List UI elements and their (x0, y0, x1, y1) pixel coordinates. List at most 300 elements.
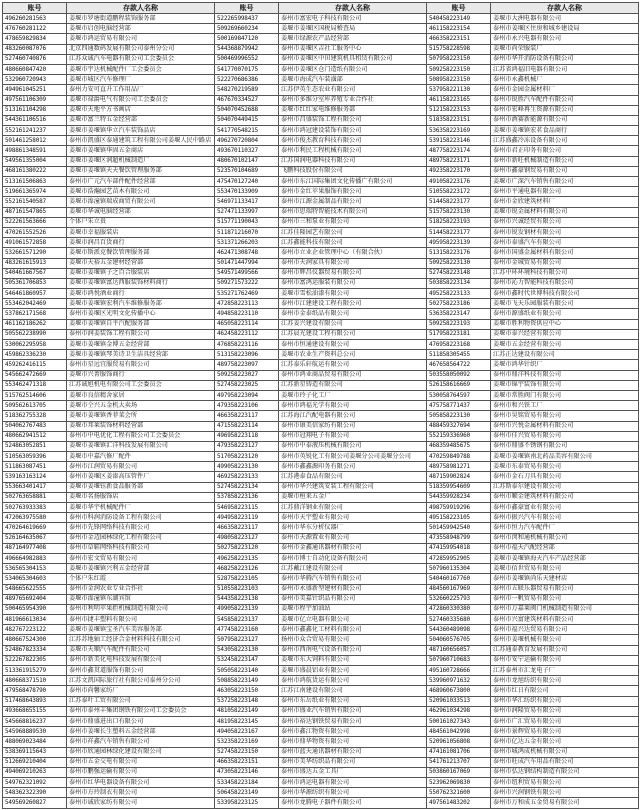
table-row (3, 696, 639, 706)
depositor-name-cell: 姜堰市绿源农产品经营部 (279, 34, 427, 44)
account-number-cell: 509269660234 (215, 24, 279, 34)
depositor-name-cell: 泰州市金鑫通讯器材有限公司 (279, 543, 427, 553)
account-number-cell: 475758771437 (427, 401, 491, 411)
depositor-name-cell: 泰州市东江国际集团文化传播广有限公司 (279, 177, 427, 187)
table-row (3, 431, 639, 441)
account-number-cell: 513158223176 (427, 248, 491, 258)
depositor-name-cell: 姜堰市姜堰镇天天餐饮管理服务部 (67, 166, 215, 176)
depositor-name-cell: 泰州市鼎盛不锈钢有限公司 (491, 441, 639, 451)
account-number-cell: 500161027343 (427, 716, 491, 726)
account-number-cell: 465058223114 (215, 319, 279, 329)
account-number-cell: 544358223138 (215, 594, 279, 604)
depositor-name-cell: 泰州市和兴铁工厂 (491, 401, 639, 411)
depositor-name-cell: 泰州市沁力智能科技有限公司 (491, 278, 639, 288)
depositor-name-cell: 泰州市鑫时代世博科技有限公司 (491, 289, 639, 299)
account-number-cell: 472860330380 (427, 604, 491, 614)
depositor-name-cell: 姜堰市仝兴五金机大卖场 (67, 401, 215, 411)
account-number-cell: 473058223146 (215, 767, 279, 777)
table-row (3, 207, 639, 217)
table-row (3, 360, 639, 370)
account-number-cell: 528758223105 (215, 574, 279, 584)
table-row (3, 44, 639, 54)
table-row (3, 299, 639, 309)
depositor-name-cell: 泰州市鑫鑫源印务有限公司 (279, 462, 427, 472)
depositor-name-cell: 泰州市闵和通机械有限公司 (491, 533, 639, 543)
depositor-name-cell: 江苏新星铸造有限公司 (279, 380, 427, 390)
table-row (3, 14, 639, 24)
depositor-name-cell: 泰州市富宏电子科技有限公司 (279, 14, 427, 24)
table-row (3, 472, 639, 482)
depositor-name-cell: 江苏通泰教育发展有限公司 (491, 645, 639, 655)
depositor-name-cell: 姜堰市斯派克餐饮管理服务部 (67, 248, 215, 258)
account-number-cell: 526164635067 (3, 533, 67, 543)
account-number-cell: 541770070175 (215, 64, 279, 74)
account-number-cell: 552161540587 (3, 197, 67, 207)
depositor-name-cell: 江苏泰叶工贸有限公司 (67, 696, 215, 706)
account-number-cell: 501471447994 (215, 258, 279, 268)
table-row (3, 115, 639, 125)
depositor-name-cell: 姜堰市禄爵电气有限公司工会委员会 (67, 95, 215, 105)
table-row (3, 635, 639, 645)
depositor-name-cell: 姜堰市尚荣服装厂 (491, 44, 639, 54)
account-number-cell: 550762321600 (427, 788, 491, 798)
depositor-name-cell: 姜堰市溱潼镇瑞成商贸有限公司 (67, 197, 215, 207)
account-number-cell: 468359485675 (427, 441, 491, 451)
depositor-name-cell: 泰州市姜堰长生塑料五金经营部 (67, 727, 215, 737)
account-number-cell: 526158616669 (427, 380, 491, 390)
account-number-cell: 505562238990 (3, 329, 67, 339)
account-number-cell: 519661365974 (3, 187, 67, 197)
depositor-name-cell: 姜堰市海成汽车装潢部 (279, 75, 427, 85)
depositor-name-cell: 江苏姜兴建设有限公司 (279, 319, 427, 329)
account-number-cell: 487164977408 (3, 543, 67, 553)
account-number-cell: 466358223151 (427, 34, 491, 44)
depositor-name-cell: 泰州市金城贸易有限公司 (491, 258, 639, 268)
depositor-name-cell: 泰州市顺金建筑材料有限公司 (491, 492, 639, 502)
depositor-name-cell: 姜堰市姜堰镇华固五金商店 (67, 146, 215, 156)
depositor-name-cell: 泰州市博士自动化设备有限公司 (279, 553, 427, 563)
account-number-cell: 553663401417 (3, 482, 67, 492)
depositor-name-cell: 泰州市江润贸易有限公司 (67, 462, 215, 472)
account-number-cell: 523570104689 (215, 166, 279, 176)
account-number-cell: 553462042469 (3, 299, 67, 309)
depositor-name-cell: 泰州市城鸿成机械有限公司 (491, 747, 639, 757)
header-account-3: 账号 (427, 3, 491, 14)
depositor-name-cell: 泰州市泰盛汽车有限公司 (491, 238, 639, 248)
depositor-name-cell: 姜堰市溱潼镇东湖宾馆 (67, 594, 215, 604)
account-number-cell: 520961033513 (427, 696, 491, 706)
depositor-name-cell: 江苏海江汽配电器有限公司 (279, 411, 427, 421)
depositor-name-cell: 泰州市安宁运输有限公司 (491, 655, 639, 665)
account-number-cell: 505058223140 (215, 666, 279, 676)
table-row (3, 278, 639, 288)
table-row (3, 166, 639, 176)
account-number-cell: 505361706853 (3, 278, 67, 288)
depositor-name-cell: 泰州市金泰纸品有限公司 (279, 309, 427, 319)
depositor-name-cell: 姜堰市名扬服饰店 (67, 492, 215, 502)
depositor-name-cell: 江苏省鸿福旧电器有限公司 (491, 64, 639, 74)
account-number-cell: 501461258012 (3, 136, 67, 146)
depositor-name-cell: 泰州市兴悦金属材料有限公司 (491, 421, 639, 431)
account-number-cell: 509258223150 (427, 64, 491, 74)
depositor-name-cell: 江苏鼎洋钢业有限公司 (279, 503, 427, 513)
account-number-cell: 489758223171 (427, 156, 491, 166)
account-number-cell: 491058223176 (427, 177, 491, 187)
depositor-name-cell: 姜堰市浩瀚园艺苗木有限公司 (67, 187, 215, 197)
depositor-name-cell: 江苏文凯国际旅行社有限公司泰州分公司 (67, 676, 215, 686)
table-row (3, 411, 639, 421)
depositor-name-cell: 姜堰市亿立电器有限公司 (279, 615, 427, 625)
account-number-cell: 488069023484 (3, 737, 67, 747)
depositor-name-cell: 泰州市福兴达贸易有限公司 (491, 625, 639, 635)
account-number-cell: 503858223134 (427, 278, 491, 288)
account-number-cell: 494958223119 (215, 513, 279, 523)
depositor-name-cell: 泰州市兴富建筑材料有限公司 (491, 615, 639, 625)
account-number-cell: 491061572858 (3, 238, 67, 248)
depositor-name-cell: 泰州力安可直升工作用品厂 (67, 85, 215, 95)
table-row (3, 309, 639, 319)
depositor-name-cell: 泰州市三和泵业有限公司 (279, 217, 427, 227)
depositor-name-cell: 姜堰市广深汽车销售有限公司 (491, 177, 639, 187)
depositor-name-cell: 姜堰市富兰特五金经营部 (67, 115, 215, 125)
account-number-cell: 500169847120 (215, 34, 279, 44)
depositor-name-cell: 泰州市姜堰区姜溱高压管件厂 (67, 472, 215, 482)
depositor-name-cell: 泰州市鑫江物资有限公司 (279, 727, 427, 737)
account-number-cell: 466358223117 (215, 411, 279, 421)
account-number-cell: 494858223110 (215, 309, 279, 319)
account-number-cell: 544359928234 (427, 492, 491, 502)
account-number-cell: 537958221130 (427, 85, 491, 95)
depositor-name-cell: 姜堰市盛晨铝业有限公司 (279, 666, 427, 676)
account-number-cell: 507960135304 (427, 564, 491, 574)
account-number-cell: 476958223168 (427, 340, 491, 350)
depositor-name-cell: 姜堰市姜堰镇香菲菜会所 (67, 411, 215, 421)
account-number-cell: 481058223149 (215, 706, 279, 716)
depositor-name-cell: 泰州市裕达钢铁贸易有限公司 (279, 716, 427, 726)
table-row (3, 452, 639, 462)
depositor-name-cell: 泰州市盛业汽车销售有限公司 (279, 706, 427, 716)
account-number-cell: 549561355004 (3, 156, 67, 166)
account-number-cell: 487160656057 (427, 645, 491, 655)
account-number-cell: 540458223149 (427, 14, 491, 24)
account-number-cell: 503860167069 (427, 767, 491, 777)
account-number-cell: 511858305455 (427, 350, 491, 360)
depositor-name-cell: 泰州市思瑞特智能技术有限公司 (279, 207, 427, 217)
account-number-cell: 480668371510 (3, 676, 67, 686)
table-row (3, 24, 639, 34)
depositor-name-cell: 泰州市西南电气设备有限公司 (279, 645, 427, 655)
depositor-name-cell: 泰州市永鑫机械厂 (491, 75, 639, 85)
table-row (3, 757, 639, 767)
table-row (3, 798, 639, 808)
account-number-cell: 462471308748 (215, 248, 279, 258)
depositor-name-cell: 泰州市姜堰区吉社工服务中心 (279, 44, 427, 54)
depositor-name-cell: 泰州市宏文贸易有限公司 (67, 553, 215, 563)
depositor-name-cell: 姜堰市中嘉汽修厂配件 (67, 452, 215, 462)
account-number-cell: 546971133417 (215, 197, 279, 207)
account-number-cell: 532358223169 (215, 737, 279, 747)
account-number-cell: 489758981271 (427, 462, 491, 472)
depositor-name-cell: 姜堰市姜堰镇宏利汽车维修服务部 (67, 299, 215, 309)
account-number-cell: 543058223130 (215, 645, 279, 655)
depositor-name-cell: 泰州市润姜装饰工程有限公司 (67, 329, 215, 339)
depositor-name-cell: 姜堰市罗塘街道鹏程装饰服务部 (67, 14, 215, 24)
account-number-cell: 467658564722 (427, 360, 491, 370)
account-number-cell: 502763933383 (3, 503, 67, 513)
depositor-name-cell: 泰州市华开消防设备有限公司 (491, 54, 639, 64)
account-number-cell: 459262416115 (3, 360, 67, 370)
account-number-cell: 477458223160 (215, 625, 279, 635)
account-number-cell: 549571499566 (215, 268, 279, 278)
depositor-name-cell: 江苏晨光建设工程有限公司 (279, 329, 427, 339)
depositor-name-cell: 姜堰市桓来五金厂 (279, 492, 427, 502)
depositor-name-cell: 姜堰市姜堰镇宝圣汽车美容服务部 (67, 625, 215, 635)
account-number-cell: 479358223106 (215, 401, 279, 411)
account-number-cell: 463058223150 (215, 686, 279, 696)
depositor-name-cell: 泰州市金石刀具有限公司 (491, 472, 639, 482)
account-number-cell: 480670102147 (215, 156, 279, 166)
account-number-cell: 461158223165 (427, 95, 491, 105)
depositor-name-cell: 姜堰市姜堰区润超机械制造厂 (67, 156, 215, 166)
deposit-account-table-sheet (2, 2, 638, 809)
account-number-cell: 531371266203 (215, 238, 279, 248)
depositor-name-cell: 泰州市华兴建筑安装工程有限公司 (279, 482, 427, 492)
account-number-cell: 527458223148 (427, 268, 491, 278)
depositor-name-cell: 姜堰市五金经营有限公司 (491, 340, 639, 350)
depositor-name-cell: 扬州市众合贸易有限公司 (279, 635, 427, 645)
header-account-2: 账号 (215, 3, 279, 14)
table-row (3, 482, 639, 492)
depositor-name-cell: 泰州市姜堰区仓门造纸有限公司 (279, 64, 427, 74)
account-number-cell: 495160728666 (427, 666, 491, 676)
depositor-name-cell: 姜堰市佰世贸易有限公司 (491, 564, 639, 574)
account-number-cell: 488459327694 (427, 421, 491, 431)
account-number-cell: 468161380222 (3, 166, 67, 176)
depositor-name-cell: 泰州市先锋网络科技有限公司 (67, 523, 215, 533)
depositor-name-cell: 江苏鑫能科技有限公司 (279, 238, 427, 248)
depositor-name-cell: 泰州市草鞋网络科技有限公司 (67, 543, 215, 553)
depositor-name-cell: 姜堰市天顺汽车配件有限公司 (67, 645, 215, 655)
account-number-cell: 494961045251 (3, 85, 67, 95)
account-number-cell: 515771190043 (215, 217, 279, 227)
account-number-cell: 541770548215 (215, 126, 279, 136)
account-number-cell: 507960710683 (427, 655, 491, 665)
table-row (3, 146, 639, 156)
account-number-cell: 517958223181 (427, 329, 491, 339)
account-number-cell: 536358223147 (427, 309, 491, 319)
depositor-name-cell: 泰州市红日有限公司 (491, 686, 639, 696)
table-row (3, 136, 639, 146)
depositor-name-cell: 江苏苏地轴工经济合金材料科技有限公司 (67, 635, 215, 645)
depositor-name-cell: 姜堰市华宇机械配件厂 (67, 503, 215, 513)
table-row (3, 319, 639, 329)
depositor-name-cell: 泰州市利明苹果拒机械制造有限公司 (67, 604, 215, 614)
account-number-cell: 470261552526 (3, 227, 67, 237)
depositor-name-cell: 姜堰市姜堰镇金博五金经营部 (67, 340, 215, 350)
depositor-name-cell: 姜堰市启创电脑经营部 (67, 24, 215, 34)
account-number-cell: 496664982883 (3, 553, 67, 563)
depositor-name-cell: 江苏中环环境科技有限公司 (491, 268, 639, 278)
depositor-name-cell: 姜堰市玲子化工厂 (279, 390, 427, 400)
account-number-cell: 495258223133 (427, 289, 491, 299)
depositor-name-cell: 泰州市祥鑫汽车销售有限公司 (67, 737, 215, 747)
account-number-cell: 487159902824 (427, 472, 491, 482)
account-number-cell: 515758228598 (427, 44, 491, 54)
table-row (3, 248, 639, 258)
account-number-cell: 527460740876 (3, 54, 67, 64)
account-number-cell: 499058223130 (215, 462, 279, 472)
depositor-name-cell: 姜堰市姜堰镇富达西服装饰材料商行 (67, 278, 215, 288)
account-number-cell: 468960673800 (427, 686, 491, 696)
depositor-name-cell: 泰州市平通电器有限公司 (491, 187, 639, 197)
depositor-name-cell: 泰州市纽利贸易有限公司 (491, 778, 639, 788)
depositor-name-cell: 泰州市姜堰镇尚乐天建材店 (491, 574, 639, 584)
depositor-name-cell: 泰州市万和成五金贸易有限公司 (491, 798, 639, 808)
depositor-name-cell: 泰州市五金交电有限公司 (67, 757, 215, 767)
account-number-cell: 507958223150 (427, 54, 491, 64)
depositor-name-cell: 姜堰市鸿运贸易有限公司 (67, 34, 215, 44)
account-number-cell: 518358223151 (427, 115, 491, 125)
table-row (3, 645, 639, 655)
table-row (3, 401, 639, 411)
account-number-cell: 498759919296 (427, 503, 491, 513)
account-number-cell: 509271573222 (215, 278, 279, 288)
depositor-name-cell: 泰州市中电优化工程有限公司工会委员会 (67, 431, 215, 441)
account-number-cell: 493670110327 (215, 146, 279, 156)
table-row (3, 329, 639, 339)
table-row (3, 156, 639, 166)
table-row (3, 105, 639, 115)
depositor-name-cell: 泰州市弘达钢结构制造有限公司 (491, 767, 639, 777)
account-number-cell: 461158223154 (427, 24, 491, 34)
depositor-name-cell: 泰州市盛达五金工具厂 (279, 767, 427, 777)
depositor-name-cell: 泰州市鼎洋科技有限公司 (491, 370, 639, 380)
depositor-name-cell: 泰州市兴诚经贸有限公司 (491, 217, 639, 227)
depositor-name-cell: 姜堰市姜堰镇子之百合服装店 (67, 268, 215, 278)
account-number-cell: 472858223113 (215, 299, 279, 309)
depositor-name-cell: 姜堰市鸿华针织厂 (491, 360, 639, 370)
account-number-cell: 496258223135 (215, 553, 279, 563)
account-number-cell: 497561106309 (3, 95, 67, 105)
table-row (3, 126, 639, 136)
account-number-cell: 511863087451 (3, 462, 67, 472)
depositor-name-cell: 泰州市姜堰区中田建筑机具租赁有限公司 (279, 54, 427, 64)
account-number-cell: 508858223149 (215, 676, 279, 686)
account-number-cell: 545662472669 (3, 370, 67, 380)
account-number-cell: 534065304603 (3, 574, 67, 584)
depositor-name-cell: 泰州市诚欣家纺有限公司 (67, 798, 215, 808)
account-number-cell: 505858223130 (427, 411, 491, 421)
account-number-cell: 476858223116 (215, 340, 279, 350)
account-number-cell: 509562613705 (3, 401, 67, 411)
account-number-cell: 489758223097 (215, 360, 279, 370)
table-row (3, 615, 639, 625)
account-number-cell: 546461860957 (3, 289, 67, 299)
depositor-name-cell: 姜堰市天裕五金建材经营部 (67, 258, 215, 268)
depositor-name-cell: 姜堰市邦莱装饰材料经营部 (67, 421, 215, 431)
table-row (3, 34, 639, 44)
depositor-name-cell: 姜堰市程宇加油站 (279, 604, 427, 614)
depositor-name-cell: 姜堰市鸿悦酒业商行 (67, 289, 215, 299)
depositor-name-cell: 泰州市美华纺织品有限公司 (279, 757, 427, 767)
account-number-cell: 461162186262 (3, 319, 67, 329)
account-number-cell: 487758223174 (427, 146, 491, 156)
account-number-cell: 544361106516 (3, 115, 67, 125)
account-number-cell: 508958223150 (427, 75, 491, 85)
depositor-name-cell: 泰州市姜堰区光明文化传播中心 (67, 309, 215, 319)
depositor-name-cell: 泰州市恒通建设有限公司 (279, 340, 427, 350)
account-number-cell: 532660225793 (427, 594, 491, 604)
account-number-cell: 509258223027 (215, 370, 279, 380)
depositor-name-cell: 江苏诚旭机电有限公司工会委员会 (67, 380, 215, 390)
depositor-name-cell: 泰州市兴润钢铁有限公司 (491, 788, 639, 798)
table-row (3, 217, 639, 227)
table-row (3, 177, 639, 187)
account-number-cell: 511871216070 (215, 227, 279, 237)
account-number-cell: 518359954609 (427, 482, 491, 492)
account-number-cell: 497561483202 (427, 798, 491, 808)
account-number-cell: 470259849788 (427, 452, 491, 462)
depositor-name-cell: 泰州市振兴汽车有限公司 (491, 513, 639, 523)
account-number-cell: 501459942540 (427, 523, 491, 533)
depositor-name-cell: 泰州市多维分室库养殖专业合作社 (279, 95, 427, 105)
table-row (3, 258, 639, 268)
depositor-name-cell: 姜堰市城区汽车修理厂 (67, 75, 215, 85)
account-number-cell: 524867823334 (3, 645, 67, 655)
account-number-cell: 548665622555 (3, 584, 67, 594)
account-number-cell: 548270219589 (215, 85, 279, 95)
table-row (3, 594, 639, 604)
depositor-name-cell: 泰州市立业企业管理中心（有限合伙） (279, 248, 427, 258)
account-number-cell: 504062767483 (3, 421, 67, 431)
table-row (3, 727, 639, 737)
account-number-cell: 498058223127 (215, 533, 279, 543)
account-number-cell: 466358223117 (215, 523, 279, 533)
account-number-cell: 498861348591 (3, 146, 67, 156)
depositor-name-cell: 泰州市东岳纸业有限公司 (279, 696, 427, 706)
depositor-name-cell: 泰州市锐发钢材有限公司 (491, 227, 639, 237)
account-number-cell: 541761213707 (427, 757, 491, 767)
depositor-name-cell: 江苏泰乐轩航运有限公司 (279, 360, 427, 370)
table-row (3, 370, 639, 380)
account-number-cell: 553470133909 (215, 187, 279, 197)
account-number-cell: 483260087076 (3, 44, 67, 54)
depositor-name-cell: 泰州市鑫鑫化工材料有限公司 (279, 625, 427, 635)
depositor-name-cell: 姜堰市东泰贸易有限公司 (491, 462, 639, 472)
depositor-name-cell: 姜堰市姜堰镇琴美诗卫生洁具经营部 (67, 350, 215, 360)
depositor-name-cell: 泰州市华东分析仪器厂 (279, 523, 427, 533)
account-number-cell: 500465954390 (3, 604, 67, 614)
account-number-cell: 487161547865 (3, 207, 67, 217)
account-number-cell: 520961056808 (427, 737, 491, 747)
depositor-name-cell: 泰州市江源金属制品有限公司 (279, 197, 427, 207)
account-number-cell: 549569260827 (3, 798, 67, 808)
table-row (3, 676, 639, 686)
table-row (3, 778, 639, 788)
table-row (3, 390, 639, 400)
table-row (3, 523, 639, 533)
table-row (3, 350, 639, 360)
account-number-cell: 476760281122 (3, 24, 67, 34)
depositor-name-cell: 泰州市英锐化工有限公司姜堰分公司姜堰分公司 (279, 452, 427, 462)
table-row (3, 75, 639, 85)
table-row (3, 655, 639, 665)
table-row (3, 421, 639, 431)
depositor-name-cell: 姜堰市良信精舍家居 (67, 390, 215, 400)
table-row (3, 666, 639, 676)
header-depositor-name-3: 存款人名称 (491, 3, 639, 14)
account-number-cell: 522270686386 (215, 75, 279, 85)
